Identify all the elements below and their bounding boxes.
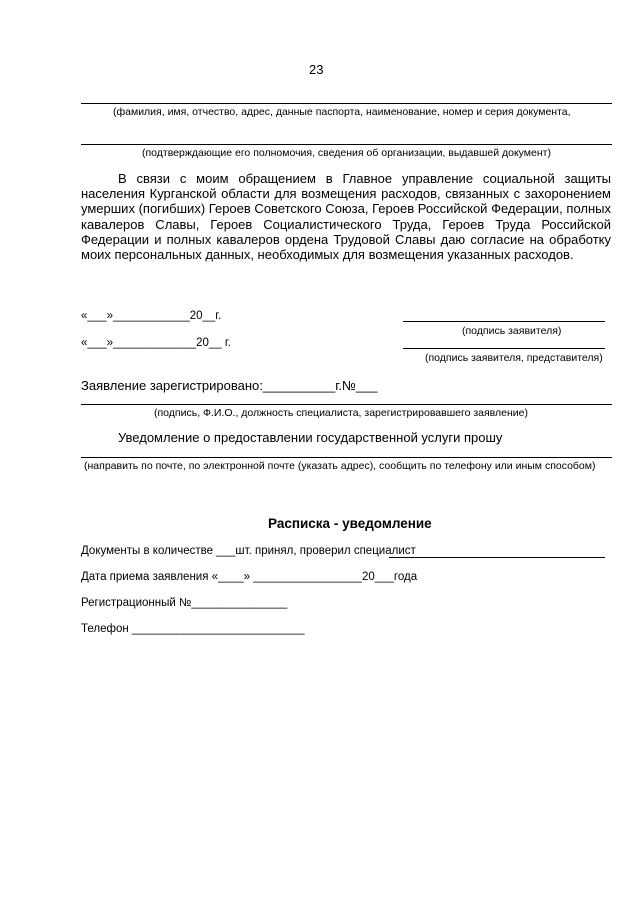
receipt-documents-line: Документы в количестве ___шт. принял, проверил специалист [81,545,416,557]
signature-line-2 [403,348,605,349]
caption-specialist: (подпись, Ф.И.О., должность специалиста, зарегистрировавшего заявление) [154,407,528,419]
receipt-title: Расписка - уведомление [268,516,432,531]
signature-caption-1: (подпись заявителя) [462,325,562,337]
receipt-registration-line: Регистрационный №_______________ [81,597,288,609]
receipt-phone-line: Телефон ___________________________ [81,623,305,635]
registered-label: Заявление зарегистрировано:__________г.№___ [81,378,378,393]
signature-caption-2: (подпись заявителя, представителя) [425,352,603,364]
page-number: 23 [309,62,324,77]
notification-line [81,457,612,458]
date-line-2: «___»_____________20__ г. [81,337,231,349]
receipt-date-line: Дата приема заявления «____» _________________20___года [81,571,418,583]
specialist-line [81,404,612,405]
date-line-1: «___»____________20__г. [81,310,222,322]
notification-label: Уведомление о предоставлении государственной услуги прошу [118,430,503,445]
caption-applicant-details: (фамилия, имя, отчество, адрес, данные паспорта, наименование, номер и серия документа, [113,106,571,118]
signature-line-1 [403,321,605,322]
consent-paragraph: В связи с моим обращением в Главное управление социальной защиты населения Курганской области для возмещения расходов, связанных с захоронением умерших (погибших) Героев Советского Союза, Героев Российской Федерации, полных кавалеров Славы, Героев Социалистического Труда, Героев Труда Российской Федерации и полных кавалеров ордена Трудовой Славы даю согласие на обработку моих персональных данных, необходимых для возмещения указанных расходов. [81,171,611,263]
authority-line [81,144,612,145]
specialist-signature-line [389,557,605,558]
caption-authority: (подтверждающие его полномочия, сведения об организации, выдавшей документ) [142,147,551,159]
applicant-line [81,103,612,104]
caption-notification: (направить по почте, по электронной почте (указать адрес), сообщить по телефону или иным способом) [84,460,596,472]
